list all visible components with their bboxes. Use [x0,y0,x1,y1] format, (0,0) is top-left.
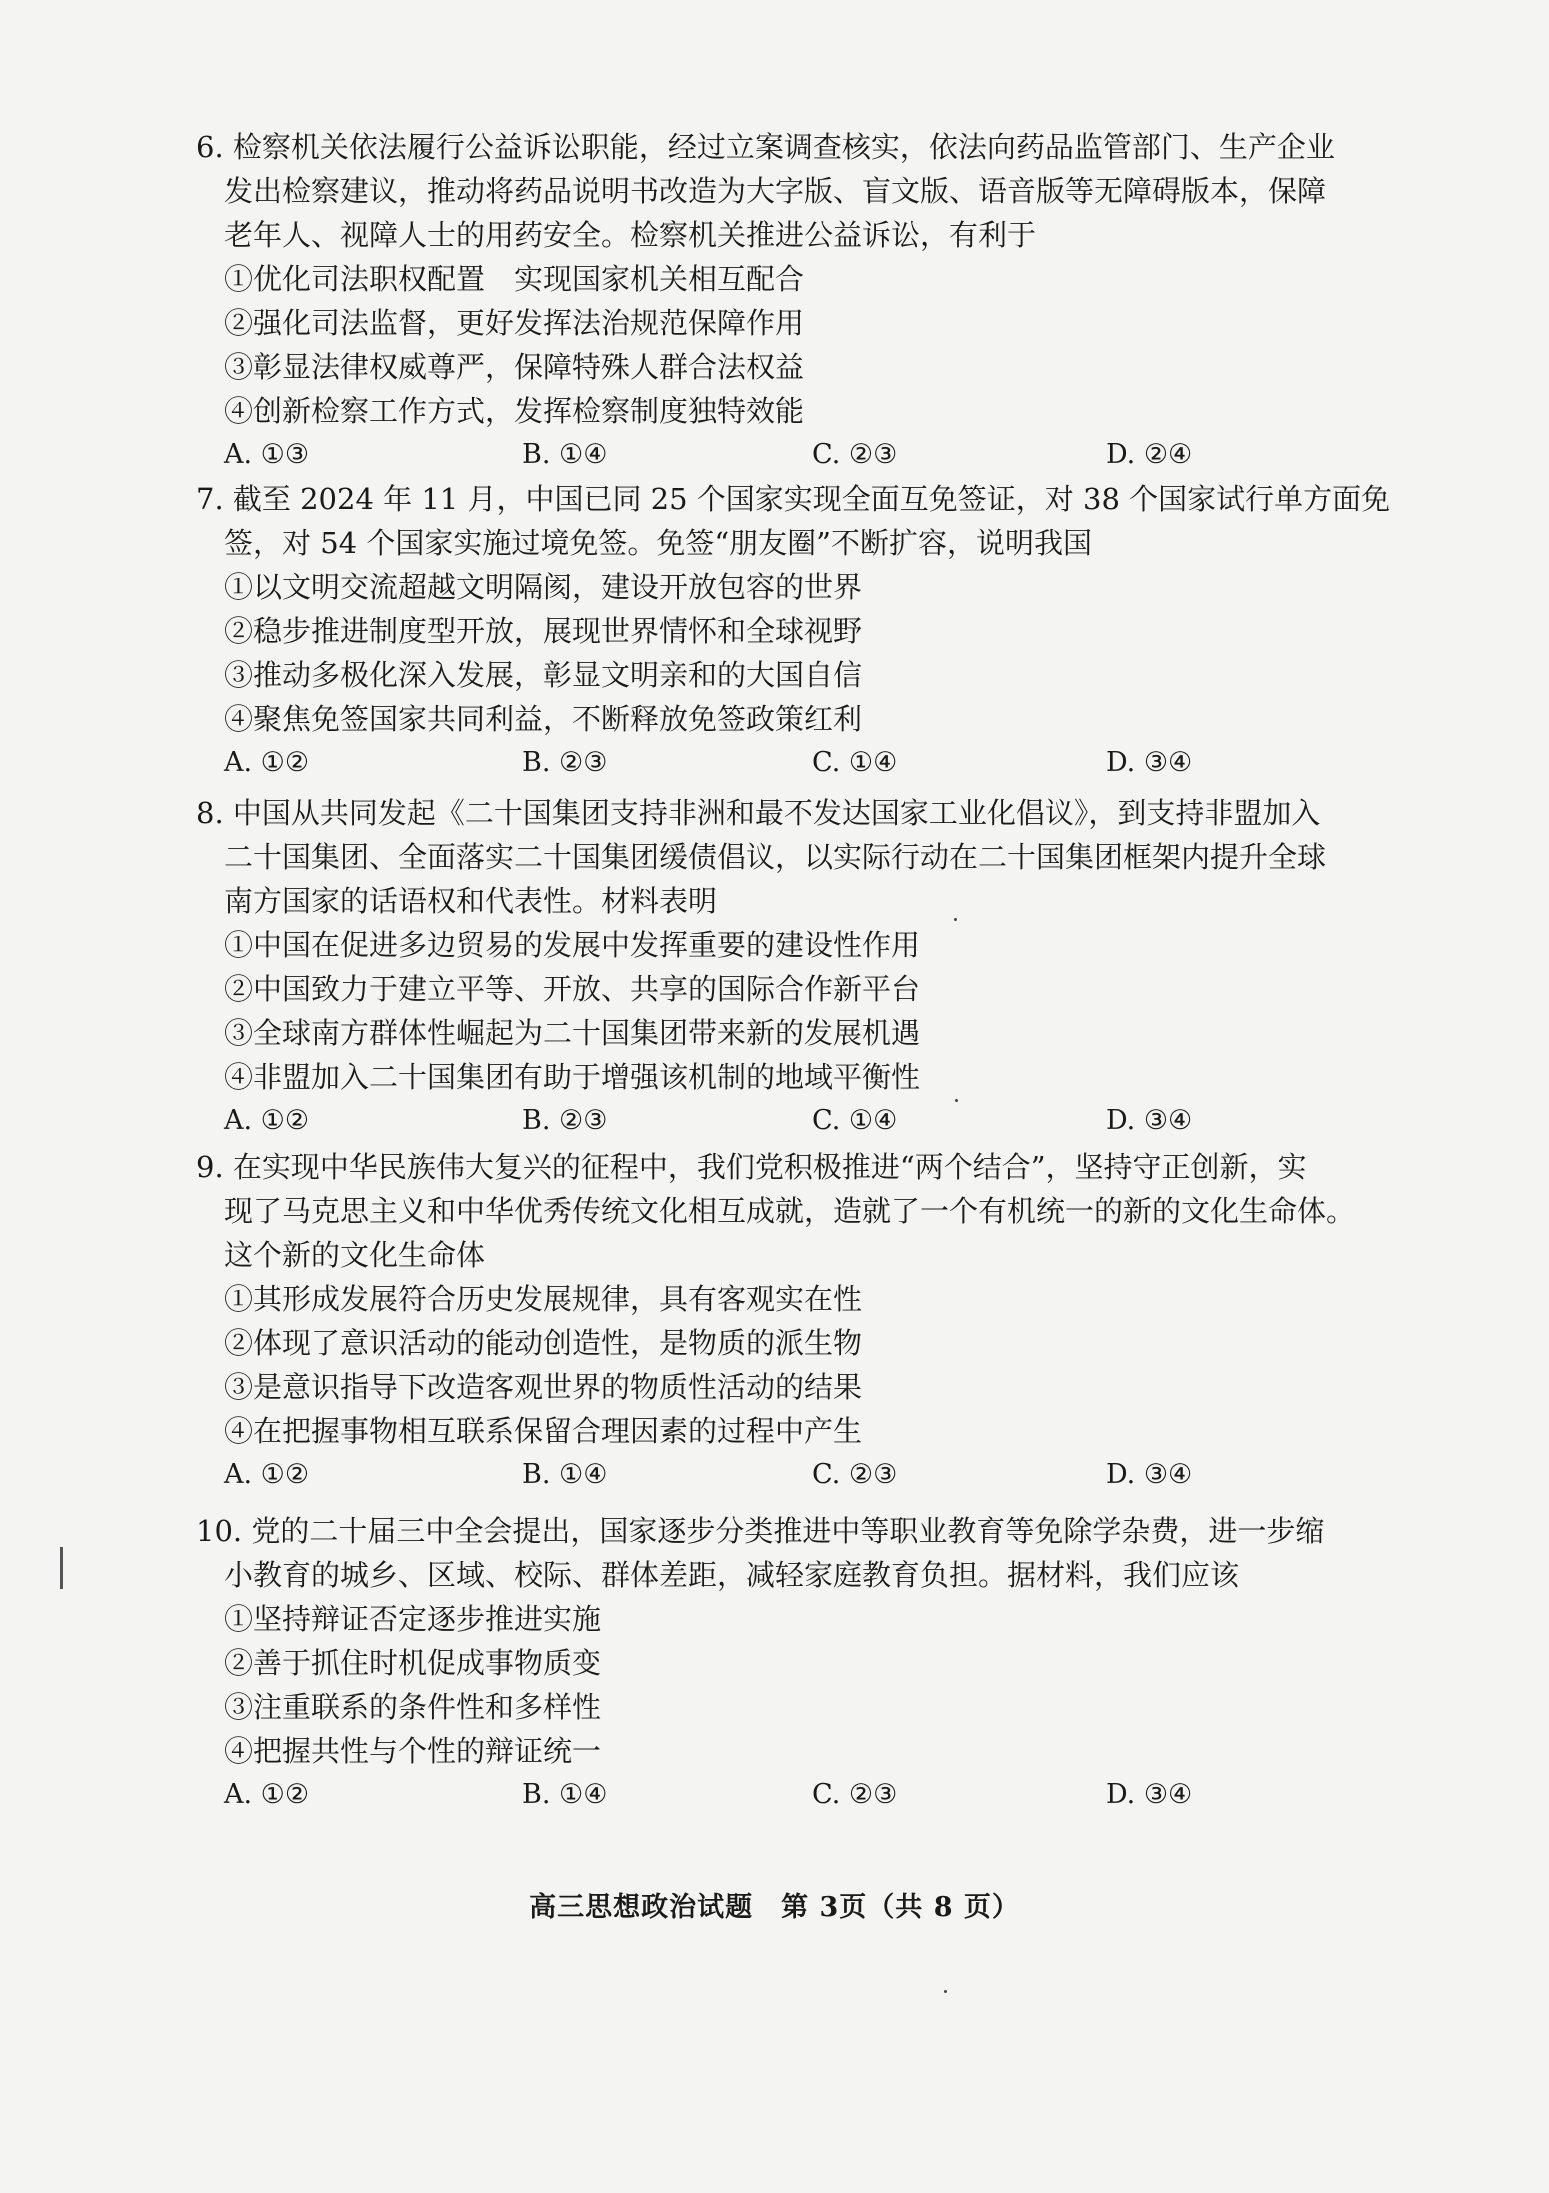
choice-d: D. ②④ [1106,439,1193,470]
option-statement: ③彰显法律权威尊严，保障特殊人群合法权益 [224,350,805,384]
choice-c: C. ②③ [812,439,898,470]
answer-choices [224,1099,1366,1143]
option-statement: ①中国在促进多边贸易的发展中发挥重要的建设性作用 [224,928,921,962]
answer-choices [224,1453,1366,1497]
option-statement: ②中国致力于建立平等、开放、共享的国际合作新平台 [224,972,921,1006]
choice-d: D. ③④ [1106,747,1193,778]
question-stem-line: 9. 在实现中华民族伟大复兴的征程中，我们党积极推进“两个结合”，坚持守正创新，实 [196,1150,1307,1184]
choice-d: D. ③④ [1106,1459,1193,1490]
question-stem-line: 这个新的文化生命体 [224,1238,486,1272]
choice-a: A. ①② [224,1779,310,1810]
question-9 [196,1145,1366,1497]
choice-d: D. ③④ [1106,1779,1193,1810]
option-statement: ③全球南方群体性崛起为二十国集团带来新的发展机遇 [224,1016,921,1050]
question-10 [196,1509,1366,1817]
scan-artifact [60,1547,63,1589]
option-statement: ③推动多极化深入发展，彰显文明亲和的大国自信 [224,658,863,692]
option-statement: ④把握共性与个性的辩证统一 [224,1734,602,1768]
question-stem-line: 二十国集团、全面落实二十国集团缓债倡议，以实际行动在二十国集团框架内提升全球 [224,840,1327,874]
question-stem-line: 小教育的城乡、区域、校际、群体差距，减轻家庭教育负担。据材料，我们应该 [224,1558,1240,1592]
option-statement: ②体现了意识活动的能动创造性，是物质的派生物 [224,1326,863,1360]
option-statement: ④在把握事物相互联系保留合理因素的过程中产生 [224,1414,863,1448]
option-statement: ①其形成发展符合历史发展规律，具有客观实在性 [224,1282,863,1316]
option-statement: ④聚焦免签国家共同利益，不断释放免签政策红利 [224,702,863,736]
option-statement: ②善于抓住时机促成事物质变 [224,1646,602,1680]
question-stem-line: 7. 截至 2024 年 11 月，中国已同 25 个国家实现全面互免签证，对 38 个国家试行单方面免 [196,482,1391,516]
choice-b: B. ①④ [522,1779,608,1810]
option-statement: ①以文明交流超越文明隔阂，建设开放包容的世界 [224,570,863,604]
question-stem-line: 8. 中国从共同发起《二十国集团支持非洲和最不发达国家工业化倡议》，到支持非盟加入 [196,796,1321,830]
question-stem-line: 6. 检察机关依法履行公益诉讼职能，经过立案调查核实，依法向药品监管部门、生产企业 [196,130,1335,164]
page-footer: 高三思想政治试题 第 3页（共 8 页） [529,1892,1020,1923]
answer-choices [224,1773,1366,1817]
choice-b: B. ①④ [522,439,608,470]
choice-c: C. ①④ [812,747,898,778]
choice-a: A. ①③ [224,439,310,470]
question-stem-line: 现了马克思主义和中华优秀传统文化相互成就，造就了一个有机统一的新的文化生命体。 [224,1194,1356,1228]
scan-speck [944,1990,947,1993]
option-statement: ④非盟加入二十国集团有助于增强该机制的地域平衡性 [224,1060,921,1094]
choice-b: B. ②③ [522,747,608,778]
choice-a: A. ①② [224,747,310,778]
question-stem-line: 老年人、视障人士的用药安全。检察机关推进公益诉讼，有利于 [224,218,1037,252]
question-stem-line: 签，对 54 个国家实施过境免签。免签“朋友圈”不断扩容，说明我国 [224,526,1092,560]
choice-c: C. ②③ [812,1779,898,1810]
option-statement: ④创新检察工作方式，发挥检察制度独特效能 [224,394,805,428]
question-7 [196,477,1391,785]
scan-speck [954,918,957,921]
answer-choices [224,433,1366,477]
choice-a: A. ①② [224,1105,310,1136]
question-stem-line: 发出检察建议，推动将药品说明书改造为大字版、盲文版、语音版等无障碍版本，保障 [224,174,1327,208]
scan-speck [955,1099,958,1102]
question-8 [196,791,1366,1143]
choice-d: D. ③④ [1106,1105,1193,1136]
choice-b: B. ②③ [522,1105,608,1136]
question-6 [196,125,1366,477]
option-statement: ②稳步推进制度型开放，展现世界情怀和全球视野 [224,614,863,648]
option-statement: ②强化司法监督，更好发挥法治规范保障作用 [224,306,805,340]
option-statement: ①优化司法职权配置 实现国家机关相互配合 [224,262,805,296]
choice-b: B. ①④ [522,1459,608,1490]
question-stem-line: 南方国家的话语权和代表性。材料表明 [224,884,718,918]
choice-c: C. ②③ [812,1459,898,1490]
option-statement: ③注重联系的条件性和多样性 [224,1690,602,1724]
question-stem-line: 10. 党的二十届三中全会提出，国家逐步分类推进中等职业教育等免除学杂费，进一步缩 [196,1514,1325,1548]
choice-c: C. ①④ [812,1105,898,1136]
choice-a: A. ①② [224,1459,310,1490]
answer-choices [224,741,1366,785]
option-statement: ①坚持辩证否定逐步推进实施 [224,1602,602,1636]
option-statement: ③是意识指导下改造客观世界的物质性活动的结果 [224,1370,863,1404]
